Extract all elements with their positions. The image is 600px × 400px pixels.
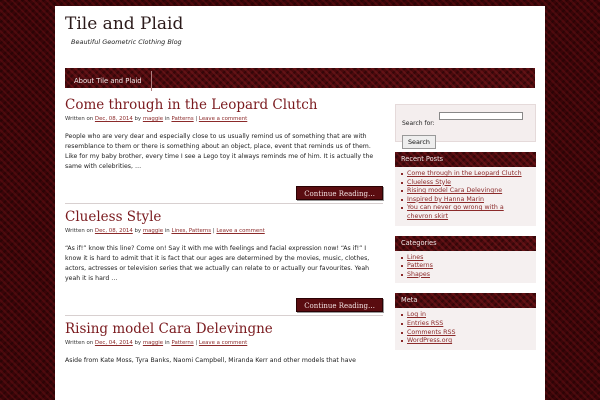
leave-comment-link[interactable]: Leave a comment [198,340,248,346]
post-meta [65,340,383,346]
post-title[interactable]: Come through in the Leopard Clutch [65,97,318,113]
meta-prefix: Written on [65,228,94,234]
post-meta [65,228,383,234]
post-title[interactable]: Clueless Style [65,209,162,225]
meta-by: by [134,340,142,346]
widget-title: Meta [395,293,536,308]
post-category-link[interactable]: Patterns [171,340,194,346]
recent-post-link[interactable]: Come through in the Leopard Clutch [403,170,530,179]
categories-widget [395,236,536,284]
post-title[interactable]: Rising model Cara Delevingne [65,321,273,337]
meta-in: in [164,340,170,346]
category-link[interactable]: Lines [403,254,530,263]
widget-title: Recent Posts [395,152,536,167]
page [55,6,545,400]
meta-link[interactable]: Entries RSS [403,320,530,329]
search-widget [395,104,536,146]
recent-post-link[interactable]: You can never go wrong with a chevron skirt [403,204,530,221]
category-link[interactable]: Patterns [403,262,530,271]
meta-in: in [164,228,170,234]
meta-separator: | [195,116,198,122]
meta-in: in [164,116,170,122]
post-excerpt: Aside from Kate Moss, Tyra Banks, Naomi Campbell, Miranda Kerr and other models that have [65,357,356,364]
widget-title: Categories [395,236,536,251]
meta-widget [395,293,536,349]
continue-reading-button[interactable]: Continue Reading… [296,298,383,312]
meta-separator: | [195,340,198,346]
site-title[interactable]: Tile and Plaid [65,14,184,34]
meta-by: by [134,228,142,234]
meta-link[interactable]: Comments RSS [403,329,530,338]
search-label: Search for: [402,120,435,127]
recent-posts-widget [395,152,536,226]
meta-link[interactable]: Log in [403,311,530,320]
post-excerpt: “As if!” know this line? Come on! Say it with me with feelings and facial expression now! “As if!” I know it is hard to admit that it is fact that our ages are determined by the movies, music, clothes, actors, actresses or television series that we actually can relate to or actually our favourites. Yeah yeah it is hard … [65,245,370,282]
recent-post-link[interactable]: Inspired by Hanna Marin [403,196,530,205]
post [65,96,383,198]
meta-prefix: Written on [65,340,94,346]
post-excerpt: People who are very dear and especially close to us usually remind us of something that are with resemblance to them or there is something about an object, place, event that reminds us of them. Like for my baby brother, every time I see a Lego toy it always reminds me of him. It is actually the same with celebrities, … [65,133,374,170]
post-date-link[interactable]: Dec, 04, 2014 [94,340,133,346]
search-input[interactable] [439,112,523,120]
post-list [65,96,383,366]
post-category-link[interactable]: Lines, Patterns [171,228,212,234]
recent-post-link[interactable]: Rising model Cara Delevingne [403,187,530,196]
main-nav [65,68,535,88]
meta-link[interactable]: WordPress.org [403,337,530,346]
sidebar [395,104,536,350]
meta-by: by [134,116,142,122]
post-author-link[interactable]: maggie [142,116,164,122]
post-meta [65,116,383,122]
leave-comment-link[interactable]: Leave a comment [198,116,248,122]
post-author-link[interactable]: maggie [142,340,164,346]
category-link[interactable]: Shapes [403,271,530,280]
post [65,203,383,310]
recent-post-link[interactable]: Clueless Style [403,179,530,188]
meta-separator: | [212,228,215,234]
leave-comment-link[interactable]: Leave a comment [216,228,265,234]
search-button[interactable]: Search [402,135,436,149]
post [65,315,383,366]
post-author-link[interactable]: maggie [142,228,164,234]
post-date-link[interactable]: Dec, 08, 2014 [94,116,133,122]
meta-prefix: Written on [65,116,94,122]
post-date-link[interactable]: Dec, 08, 2014 [94,228,133,234]
continue-reading-button[interactable]: Continue Reading… [296,186,383,200]
nav-item-about[interactable]: About Tile and Plaid [65,71,152,91]
post-category-link[interactable]: Patterns [171,116,194,122]
site-description: Beautiful Geometric Clothing Blog [71,38,182,46]
